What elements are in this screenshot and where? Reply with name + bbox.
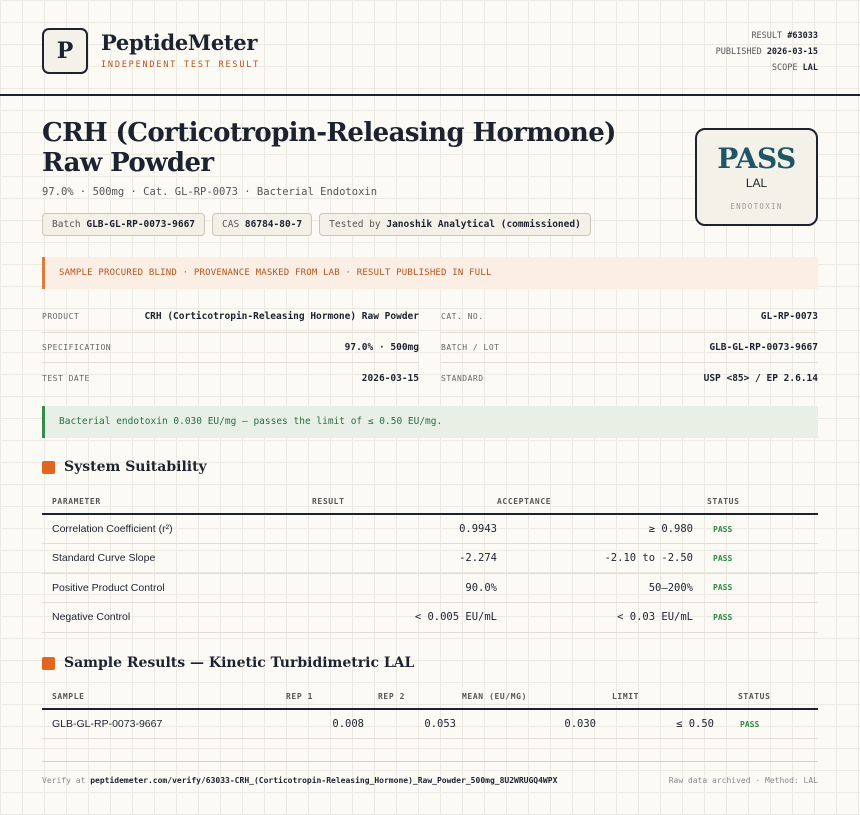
info-row-test-date: TEST DATE 2026-03-15 xyxy=(42,372,419,384)
verify-link[interactable]: peptidemeter.com/verify/63033-CRH_(Corticotropin-Releasing_Hormone)_Raw_Powder_500mg_8U2WRUGQ4WPX xyxy=(90,776,558,785)
procurement-notice: SAMPLE PROCURED BLIND · PROVENANCE MASKED FROM LAB · RESULT PUBLISHED IN FULL xyxy=(42,257,818,289)
report-meta xyxy=(716,28,818,76)
info-row-cat-no: CAT. NO. GL-RP-0073 xyxy=(441,302,818,333)
status-badge: PASS xyxy=(720,709,818,739)
archive-note: Raw data archived · Method: LAL xyxy=(668,776,818,785)
info-row-standard: STANDARD USP <85> / EP 2.6.14 xyxy=(441,372,818,384)
status-badge: PASS xyxy=(707,544,818,574)
table-row: Positive Product Control 90.0% 50–200% PASS xyxy=(42,573,818,603)
result-summary: Bacterial endotoxin 0.030 EU/mg — passes the limit of ≤ 0.50 EU/mg. xyxy=(42,406,818,438)
table-row: Correlation Coefficient (r²) 0.9943 ≥ 0.980 PASS xyxy=(42,514,818,544)
info-row-specification: SPECIFICATION 97.0% · 500mg xyxy=(42,333,419,364)
table-row: GLB-GL-RP-0073-9667 0.008 0.053 0.030 ≤ 0.50 PASS xyxy=(42,709,818,739)
info-grid-left xyxy=(42,302,419,394)
verdict-stamp xyxy=(695,128,818,226)
table-row: Standard Curve Slope -2.274 -2.10 to -2.50 PASS xyxy=(42,544,818,574)
info-row-batch-lot: BATCH / LOT GLB-GL-RP-0073-9667 xyxy=(441,333,818,364)
meta-result: RESULT #63033 xyxy=(751,31,818,41)
info-grid-right xyxy=(441,302,818,394)
brand-logo: P xyxy=(42,28,88,74)
report-header xyxy=(42,28,818,80)
chip-cas: CAS 86784-80-7 xyxy=(212,213,312,236)
status-badge: PASS xyxy=(707,514,818,544)
section-sample-results: Sample Results — Kinetic Turbidimetric LAL xyxy=(42,655,414,671)
sample-results-table xyxy=(42,685,818,739)
status-badge: PASS xyxy=(707,603,818,633)
verdict-method: LAL xyxy=(745,176,768,190)
brand-tagline: INDEPENDENT TEST RESULT xyxy=(101,60,261,70)
info-row-product: PRODUCT CRH (Corticotropin-Releasing Hormone) Raw Powder xyxy=(42,302,419,333)
status-badge: PASS xyxy=(707,573,818,603)
meta-published: PUBLISHED 2026-03-15 xyxy=(715,47,818,57)
product-chips xyxy=(42,213,591,236)
meta-scope: SCOPE LAL xyxy=(771,63,818,73)
suitability-table xyxy=(42,490,818,633)
table-row: Negative Control < 0.005 EU/mL < 0.03 EU/mL PASS xyxy=(42,603,818,633)
brand-name: PeptideMeter xyxy=(101,30,258,55)
product-title: CRH (Corticotropin-Releasing Hormone) Raw Powder xyxy=(42,118,616,178)
chip-tested-by: Tested by Janoshik Analytical (commissioned) xyxy=(319,213,591,236)
chip-batch: Batch GLB-GL-RP-0073-9667 xyxy=(42,213,205,236)
section-system-suitability: System Suitability xyxy=(42,459,207,475)
footer-divider xyxy=(42,761,818,762)
product-subtitle: 97.0% · 500mg · Cat. GL-RP-0073 · Bacterial Endotoxin xyxy=(42,186,378,198)
header-divider xyxy=(0,94,860,96)
verify-line: Verify at peptidemeter.com/verify/63033-CRH_(Corticotropin-Releasing_Hormone)_Raw_Powder_500mg_8U2WRUGQ4WPX xyxy=(42,776,558,785)
table-header-row: SAMPLE REP 1 REP 2 MEAN (EU/MG) LIMIT STATUS xyxy=(42,685,818,709)
verdict-status: PASS xyxy=(717,142,796,175)
section-marker-icon xyxy=(42,657,55,670)
table-header-row: PARAMETER RESULT ACCEPTANCE STATUS xyxy=(42,490,818,514)
section-marker-icon xyxy=(42,461,55,474)
verdict-assay: ENDOTOXIN xyxy=(730,202,783,211)
